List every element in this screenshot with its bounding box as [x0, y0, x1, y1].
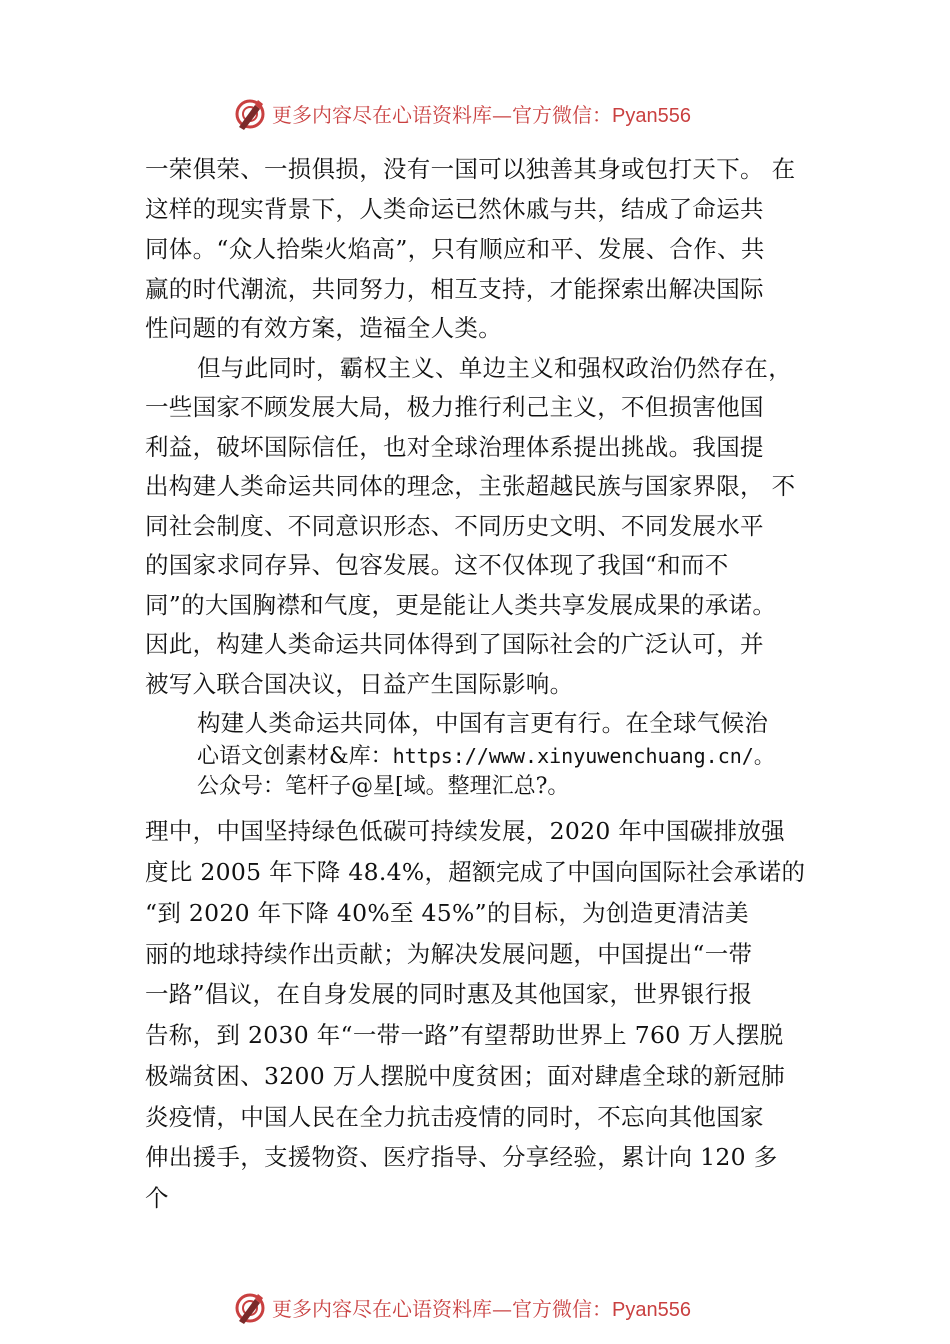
banner-text: 更多内容尽在心语资料库—官方微信：Pyan556: [272, 103, 691, 127]
text-line: 伸出援手，支援物资、医疗指导、分享经验，累计向 120 多: [145, 1143, 778, 1171]
pen-logo-icon: [233, 97, 267, 131]
text-line: 这样的现实背景下，人类命运已然休戚与共，结成了命运共: [145, 195, 764, 223]
text-line: 极端贫困、3200 万人摆脱中度贫困；面对肆虐全球的新冠肺: [145, 1062, 785, 1090]
text-line: 同体。“众人拾柴火焰高”，只有顺应和平、发展、合作、共: [145, 235, 765, 263]
text-line: 一路”倡议，在自身发展的同时惠及其他国家，世界银行报: [145, 980, 753, 1008]
text-line: 被写入联合国决议，日益产生国际影响。: [145, 670, 574, 698]
watermark-line-2: 公众号：笔杆子@星[域。整理汇总?。: [197, 774, 570, 799]
text-line: 度比 2005 年下降 48.4%，超额完成了中国向国际社会承诺的: [145, 858, 806, 886]
text-line: 的国家求同存异、包容发展。这不仅体现了我国“和而不: [145, 551, 729, 579]
text-line: “到 2020 年下降 40%至 45%”的目标，为创造更清洁美: [145, 899, 749, 927]
text-line: 理中，中国坚持绿色低碳可持续发展，2020 年中国碳排放强: [145, 817, 785, 845]
banner-text: 更多内容尽在心语资料库—官方微信：Pyan556: [272, 1297, 691, 1321]
pen-logo-icon: [233, 1291, 267, 1325]
text-line: 出构建人类命运共同体的理念，主张超越民族与国家界限， 不: [145, 472, 796, 500]
text-line: 一荣俱荣、一损俱损，没有一国可以独善其身或包打天下。 在: [145, 155, 796, 183]
footer-banner: [0, 1289, 950, 1329]
text-line: 丽的地球持续作出贡献；为解决发展问题，中国提出“一带: [145, 940, 753, 968]
text-line: 利益，破坏国际信任，也对全球治理体系提出挑战。我国提: [145, 433, 764, 461]
paragraph-3-start: 构建人类命运共同体，中国有言更有行。在全球气候治: [197, 709, 769, 737]
text-line: 炎疫情，中国人民在全力抗击疫情的同时，不忘向其他国家: [145, 1103, 764, 1131]
text-line: 告称，到 2030 年“一带一路”有望帮助世界上 760 万人摆脱: [145, 1021, 784, 1049]
text-line: 个: [145, 1184, 169, 1212]
text-line: 同社会制度、不同意识形态、不同历史文明、不同发展水平: [145, 512, 764, 540]
text-line: 但与此同时，霸权主义、单边主义和强权政治仍然存在，: [197, 354, 792, 382]
text-line: 同”的大国胸襟和气度，更是能让人类共享发展成果的承诺。: [145, 591, 777, 619]
watermark-line-1: 心语文创素材&库：https://www.xinyuwenchuang.cn/。: [197, 744, 774, 769]
text-line: 一些国家不顾发展大局，极力推行利己主义，不但损害他国: [145, 393, 764, 421]
text-line: 赢的时代潮流，共同努力，相互支持，才能探索出解决国际: [145, 275, 764, 303]
text-line: 性问题的有效方案，造福全人类。: [145, 314, 502, 342]
header-banner: [0, 95, 950, 135]
text-line: 因此，构建人类命运共同体得到了国际社会的广泛认可，并: [145, 630, 764, 658]
